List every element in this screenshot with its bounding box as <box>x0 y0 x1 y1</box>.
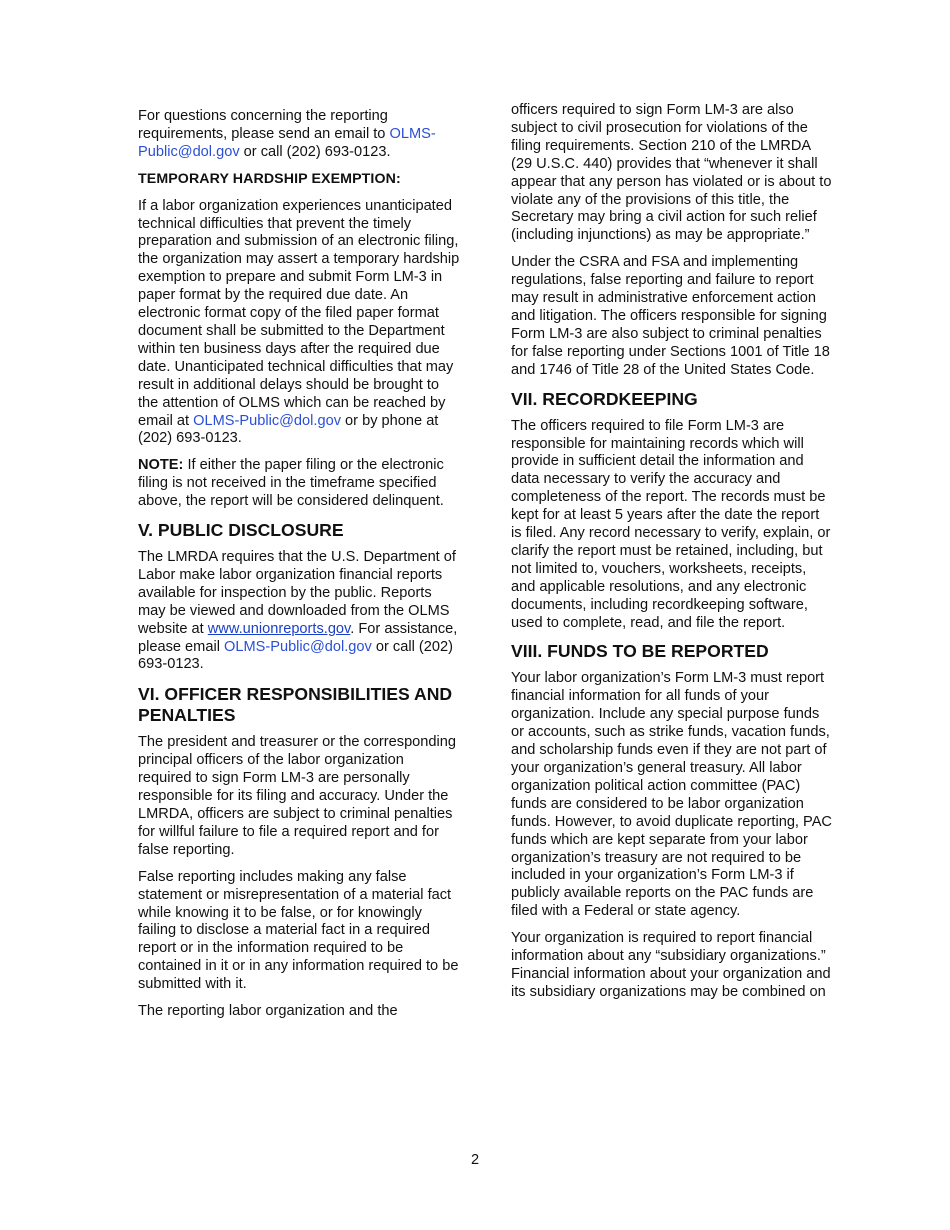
officer-paragraph-2: False reporting includes making any false statement or misrepresentation of a material fact while knowing it to be false, or for knowingly failing to disclose a material fact in a required report or in the information required to be contained in it or in any information required to be submitted with it. <box>138 868 459 993</box>
note-paragraph: NOTE: If either the paper filing or the electronic filing is not received in the timeframe specified above, the report will be considered delinquent. <box>138 457 444 510</box>
contact-paragraph: For questions concerning the reporting requirements, please send an email to OLMS-Public@dol.gov or call (202) 693-0123. <box>138 108 436 160</box>
recordkeeping-paragraph: The officers required to file Form LM-3 are responsible for maintaining records which will provide in sufficient detail the information and data necessary to verify the accuracy and completeness of the report. The records must be kept for at least 5 years after the date the report is filed. Any record necessary to verify, explain, or clarify the report must be retained, including, but not limited to, vouchers, worksheets, receipts, and applicable resolutions, and any electronic documents, including recordkeeping software, used to complete, read, and file the report. <box>511 417 831 631</box>
heading-funds-reported: VIII. FUNDS TO BE REPORTED <box>511 641 769 662</box>
heading-officer-responsibilities: VI. OFFICER RESPONSIBILITIES AND PENALTIES <box>138 684 453 726</box>
heading-recordkeeping: VII. RECORDKEEPING <box>511 388 698 409</box>
right-column <box>511 102 833 1011</box>
page-number: 2 <box>470 1152 480 1168</box>
funds-paragraph-1: Your labor organization’s Form LM-3 must report financial information for all funds of your organization. Include any special purpose funds or accounts, such as strike funds, vacation funds, and scholarship funds even if they are not part of your organization’s general treasury. All labor organization political action committee (PAC) funds are considered to be labor organization funds. However, to avoid duplicate reporting, PAC funds which are kept separate from your labor organization’s treasury are not required to be included in your organization’s Form LM-3 if publicly available reports on the PAC funds are filed with a Federal or state agency. <box>511 670 832 920</box>
funds-paragraph-2: Your organization is required to report financial information about any “subsidiary organizations.” Financial information about your organization and its subsidiary organizations may be combined on <box>511 930 831 1000</box>
unionreports-link[interactable]: www.unionreports.gov <box>207 620 351 637</box>
officer-paragraph-3: The reporting labor organization and the <box>138 1003 398 1020</box>
heading-public-disclosure: V. PUBLIC DISCLOSURE <box>138 520 344 541</box>
civil-prosecution-paragraph: officers required to sign Form LM-3 are also subject to civil prosecution for violations of the filing requirements. Section 210 of the LMRDA (29 U.S.C. 440) provides that “whenever it shall appear that any person has violated or is about to violate any of the provisions of this title, the Secretary may bring a civil action for such relief (including injunctions) as may be appropriate.” <box>511 102 832 244</box>
officer-paragraph-1: The president and treasurer or the corresponding principal officers of the labor organization required to sign Form LM-3 are personally responsible for its filing and accuracy. Under the LMRDA, officers are subject to criminal penalties for willful failure to file a required report and for false reporting. <box>138 734 457 858</box>
left-column <box>138 108 460 1030</box>
email-link[interactable]: OLMS-Public@dol.gov <box>224 638 372 655</box>
hardship-paragraph: If a labor organization experiences unanticipated technical difficulties that prevent the timely preparation and submission of an electronic filing, the organization may assert a temporary hardship exemption to prepare and submit Form LM-3 in paper format by the required due date. An electronic format copy of the filed paper format document shall be submitted to the Department within ten business days after the required due date. Unanticipated technical difficulties that may result in additional delays should be brought to the attention of OLMS which can be reached by email at OLMS-Public@dol.gov or by phone at (202) 693-0123. <box>138 197 460 447</box>
public-disclosure-paragraph: The LMRDA requires that the U.S. Department of Labor make labor organization financial reports available for inspection by the public. Reports may be viewed and downloaded from the OLMS website at www.unionreports.gov. For assistance, please email OLMS-Public@dol.gov or call (202) 693-0123. <box>138 549 458 673</box>
hardship-label: TEMPORARY HARDSHIP EXEMPTION: <box>138 170 401 187</box>
email-link[interactable]: OLMS-Public@dol.gov <box>138 125 436 160</box>
email-link[interactable]: OLMS-Public@dol.gov <box>193 412 341 429</box>
csra-paragraph: Under the CSRA and FSA and implementing regulations, false reporting and failure to report may result in administrative enforcement action and litigation. The officers responsible for signing Form LM-3 are also subject to criminal penalties for false reporting under Sections 1001 of Title 18 and 1746 of Title 28 of the United States Code. <box>511 254 830 378</box>
note-label: NOTE: <box>138 457 184 474</box>
